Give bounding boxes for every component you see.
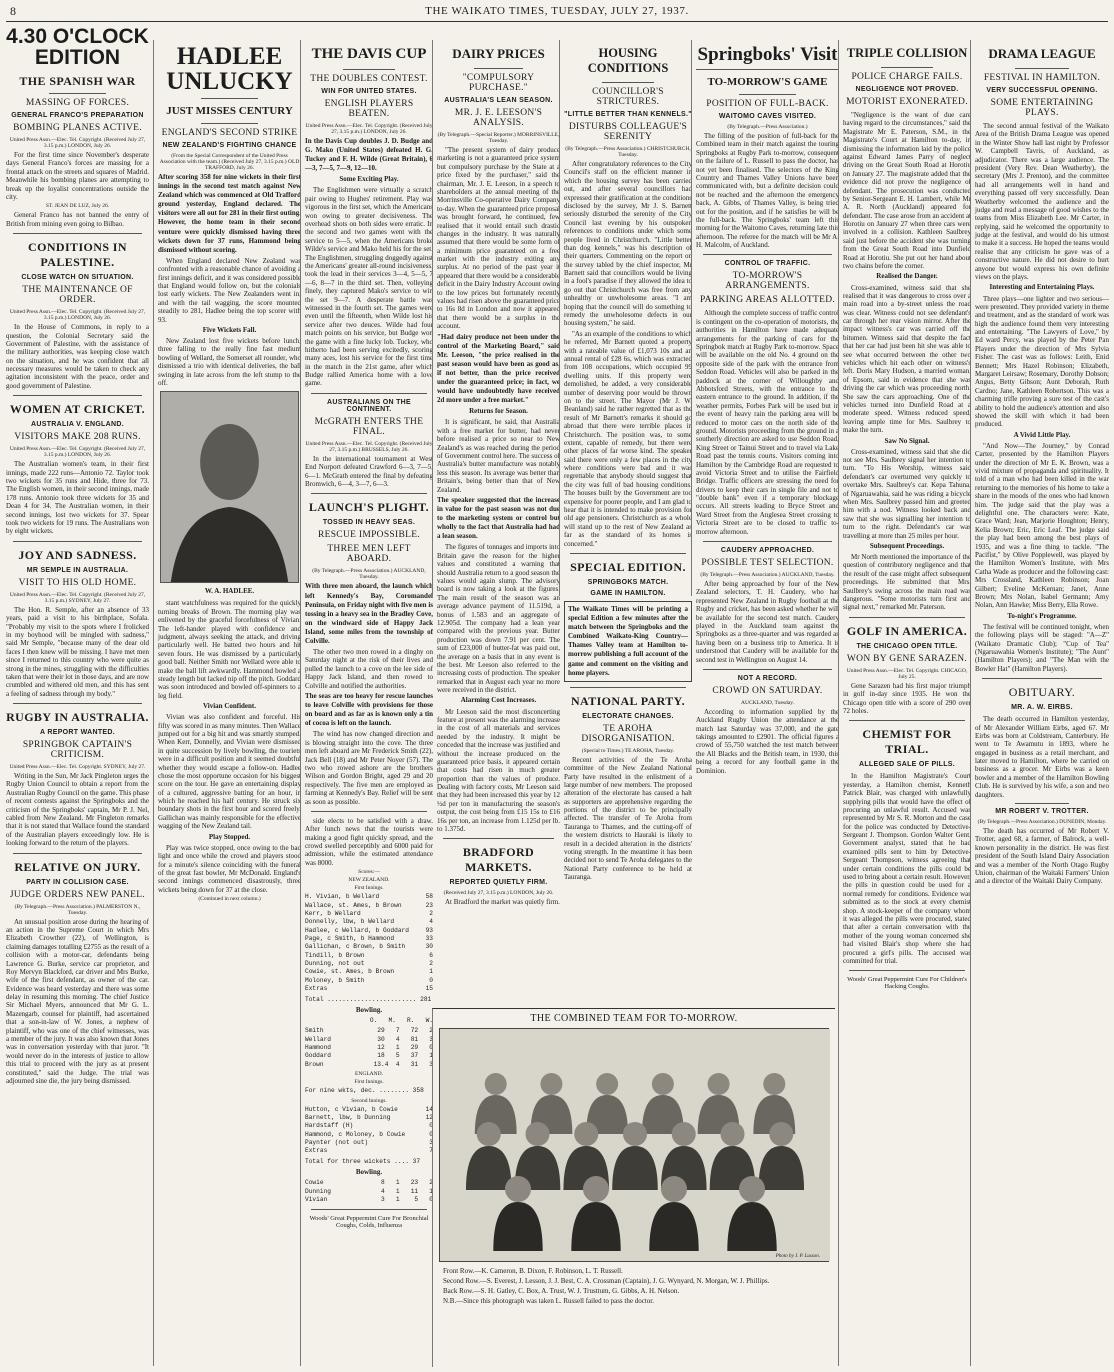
drama-subhead: FESTIVAL IN HAMILTON. — [983, 73, 1101, 83]
scorecard-row: Gallichan, c Brown, b Smith 30 — [305, 943, 433, 951]
dateline: United Press Assn.—Elec. Tel. Copyright. (Received July 27, 3.15 p.m.) LONDON, July 26. — [305, 123, 433, 135]
housing-subhead-2: DISTURBS COLLEAGUE'S SERENITY — [568, 122, 688, 142]
housing-body: After congratulatory references to the City Council's staff on the efficient manner in which the housing survey has been carried out, and after several councillors had expressed their gratification at the conditions disclosed by the survey, Mr J. S. Barnett seriously disturbed the serenity of the City Council last evening by his outspoken references to conditions under which some people lived in Christchurch. "Little better than dog kennels," was his description of their quarters. Commenting on the report on the survey tabled by the chief inspector, Mr Barnett said that councillors would be living in a fool's paradise if they allowed the idea to go out that Christchurch was free from any unhealthy or unwholesome areas. "I am hoping that the council will do something to remedy the unwholesome defects in our housing system," he said. "As an example of the conditions to which he referred, Mr Barnett quoted a property with a rateable value of £1,073 10s and an annual rental of £28 6s, which was extracted from 108 occupations, which occupied 99 dwelling units. If this property were demolished, he added, a very considerable number of deserving poor would be thrown on to the street. The Mayor (Mr J. W. Beanland) said he rather regretted that as the result of Mr Barnett's remarks it should go abroad that there were terrible places in Christchurch. The position was, to some extent, capable of remedy, but there were other places of far worse kind. The speaker said there were only a few places in the city where conditions were bad and it was regrettable that anybody should suggest that the city was full of bad housing conditions. The houses built by the Government are too expensive for poorer people, and I am glad to hear that it is intended to make provision for old age pensioners. Christchurch as a whole will stand up to the rest of New Zealand as far as the standard of its homes is concerned." — [564, 160, 692, 548]
dairy-subhead: "COMPULSORY PURCHASE." — [462, 73, 535, 93]
photo-note: N.B.—Since this photograph was taken L. Russell failed to pass the doctor. — [443, 1297, 654, 1306]
collision-body: "Negligence is the want of due care having regard to the circumstances," said the Magistrate Mr E. Paterson, S.M., in the Magistrate's Court at Hamilton to-day, in dismissing the information laid by the police against Edward James Parry of neglect driving on the Great South Road at Horotiu on January 27. The magistrate added that the evidence did not prove the negligence of defendant. The prosecution was conducted by Senior-Sergeant E. H. Lambert, while Mr A. R. North (Auckland) appeared for defendant. The case arose from an accident at Horotiu on January 27 when three cars were involved in a collision. Kathleen Saulbrey said just before the accident she was turning from the Great South Road into Dunfield Road at Horotiu. She put out her hand about two chains before the corner. — [843, 111, 971, 271]
edition-banner: 4.30 O'CLOCK EDITION — [6, 25, 149, 69]
collision-subhead: POLICE CHARGE FAILS. — [851, 72, 963, 82]
golf-body: Gene Sarazen had his first major triumph in golf in-day since 1935. He won the Chicago open title with a score of 290 over 72 holes. — [843, 681, 971, 715]
springboks-deck: WAITOMO CAVES VISITED. — [718, 113, 817, 120]
traffic-subhead: TO-MORROW'S ARRANGEMENTS. — [725, 271, 810, 292]
collision-subhead-2: MOTORIST EXONERATED. — [846, 97, 968, 107]
golf-deck: THE CHICAGO OPEN TITLE. — [856, 642, 958, 650]
nz-team-label: NEW ZEALAND. — [348, 877, 390, 884]
obituary-deck-2: MR ROBERT V. TROTTER. — [995, 808, 1089, 816]
drama-body: The second annual festival of the Waikato Area of the British Drama League was opened in the Winter Show hall last night by Professor W. Campbell Tavris, of Auckland, as adjudicator. There was a large audience. The president (Very Rev. Dean Weatherby), the secretary (Mrs J. Prenton), and the committee had all arrangements well in hand and everything passed off very successfully. Dean Weatherby welcomed the audience and the judge and read a message of good wishes to the teams from Miss Elizabeth Lee. Mr Carter, in replying, said he welcomed the opportunity to judge at the festival, and would do his utmost to make it a success. He hoped the teams would realise that any criticism he gave was of a constructive nature. He did not desire to hurt anyone but would express his own definite views on the plays. — [975, 122, 1109, 282]
dateline: United Press Assn.—Elec. Tel. Copyright. (Received July 27, 3.15 p.m.) LONDON, July 26. — [9, 446, 146, 459]
team-group-icon — [440, 1029, 830, 1261]
front-row-names: Front Row.—K. Cameron, B. Dixon, F. Robinson, L. T. Russell. — [443, 1267, 623, 1275]
springboks-headline: Springboks' Visit — [696, 44, 839, 70]
bowling-row: Goddard 18 5 37 1 — [305, 1052, 433, 1060]
team-photo-block — [432, 1008, 835, 1367]
palestine-headline: CONDITIONS IN PALESTINE. — [28, 240, 127, 270]
hadlee-crosshead-2: Vivian Confident. — [202, 702, 257, 711]
scores-label: Scores:— — [358, 869, 380, 876]
dairy-prices-headline: DAIRY PRICES — [452, 46, 545, 61]
scorecard-row: Extras 15 — [305, 985, 433, 993]
dairy-crosshead-2: Alarming Cost Increases. — [460, 696, 537, 705]
bowling-label-2: Bowling. — [355, 1168, 383, 1177]
jury-subhead: JUDGE ORDERS NEW PANEL. — [9, 889, 146, 900]
bradford-deck: REPORTED QUIETLY FIRM. — [449, 879, 548, 887]
bowling-row: Vivian 3 1 5 0 — [305, 1195, 433, 1203]
drama-subhead-2: SOME ENTERTAINING PLAYS. — [990, 98, 1094, 118]
launch-subhead-2: THREE MEN LEFT ABOARD. — [327, 544, 411, 565]
davis-cup-body: The Englishmen were virtually a scratch pair owing to Hughes' retirement. Play was vigorous in the first set, which the Americans won owing to greater decisiveness. The overhead shots on both sides were erratic. In the second and two games went with the service to 5—5, when the Americans broke Wilde's service and Mako held his for the set. The Englishmen, struggling doggedly against the Americans' greater all-round incisiveness, took the lead in their services 3—4, 5—5, 7—6, 8—7 in the third set. Then, volleying finely, they captured Mako's service to win the set 9—7. A desperate battle was witnessed in the fourth set. The games were even until the fifteenth, when Wilde lost his service after two deuces. Wilde had four match points on his service, but Budge won the game with a fine lucky lob. Tuckey, who hitherto had been serving excitedly, scoring many aces, lost his service for the first time in the match in the 21st game, after which Budge rallied America home with a love game. — [305, 186, 433, 388]
divider — [602, 82, 653, 83]
article-divider — [570, 687, 685, 688]
page-number: 8 — [10, 4, 17, 18]
dateline: (Received July 27, 3.15 p.m.) LONDON, July 26. — [443, 890, 554, 897]
england-bowling-scorecard — [305, 1027, 433, 1069]
dateline: United Press Assn.—Elec. Tel. Copyright. (Received July 27, 3.15 p.m.) BRUSSELS, July 26. — [305, 440, 433, 453]
obituary-body: The death occurred in Hamilton yesterday, of Mr Alexander William Eirbs, aged 67. Mr Eirbs was born at Coldstream, Canterbury. He went to Te Awamutu in 1893, where he engaged in business as a retail merchant, and later moved to Hamilton, where he carried on business as a grocer. Mr Eirbs was a keen bowler and a member of the Hamilton Bowling Club. He is survived by his wife, a son and two daughters. — [975, 715, 1109, 799]
bowling-label: Bowling. — [355, 1005, 383, 1014]
column-7 — [838, 40, 971, 1366]
obituary-headline: OBITUARY. — [1008, 685, 1076, 700]
launch-body: The other two men rowed in a dinghy on Saturday night at the risk of their lives and pulled the launch to a cove on the lee side of Happy Jack Island, and then rowed to Colville and notified the authorities. — [305, 648, 433, 690]
divider — [1015, 68, 1069, 69]
davis-cup-subhead-2: ENGLISH PLAYERS BEATEN. — [324, 99, 414, 119]
dateline: (By Telegraph.—Press Association.) PALMERSTON N., Tuesday. — [14, 903, 141, 916]
england-innings-label: First Innings. — [354, 1079, 384, 1086]
dateline: United Press Assn.—Elec. Tel. Copyright. (Received July 27, 3.15 p.m.) SYDNEY, July 27. — [9, 591, 146, 604]
joy-sadness-headline: JOY AND SADNESS. — [18, 547, 137, 562]
dairy-bold-para-2: The speaker suggested that the increase in value for the past season was not due to the marketing system or control but wholly to the fact that Australia had had a lean season. — [437, 495, 560, 541]
australians-subhead: McGRATH ENTERS THE FINAL. — [314, 416, 424, 437]
launch-lead: With three men aboard, the launch which left Kennedy's Bay, Coromandel Peninsula, on Friday night with five men is tossing in a heavy sea in the Bradley Cove, on the windward side of Happy Jack Island, some miles from the township of Colville. — [305, 582, 433, 645]
launch-deck: TOSSED IN HEAVY SEAS. — [322, 519, 416, 527]
divider — [49, 93, 106, 94]
hadlee-crosshead: Five Wickets Fall. — [202, 325, 257, 334]
drama-body-3: "And Now—The Journey," by Conrad Carter, presented by the Hamilton Players under the direction of Mr E. K. Brown, was a vivid mixture of propaganda and spirituality. It told of a man who had been killed in the war returning to the memories of his home to take a share in the moods of the ones who had known him. The judge said that the play was a delightful one. The characters were: Kate, Grace Ward; Jean, Marjorie Houghton; Henry, Kelia Brown; Eric, Eric Leaf. The judge said the play had been among the best plays of 1935, and was a fine thing to tackle. "The Pacifist," by Olive Popplewell, was played by the Hamilton Women's Institute, with Mrs Catha Wade as producer and the following cast: Mrs Crossland, Kathleen Robinson; Joan Gilbert; Eveline McKernan; Janet, Anne Brown; Mrs Nolan, Isabel Germann; Amy Nolan, Ann Hawke; Miss Berry, Ella Rowe. — [975, 441, 1109, 610]
collision-crosshead-2: Saw No Signal. — [884, 436, 930, 445]
dairy-bold-para: "Had dairy produce not been under the control of the Marketing Board," said Mr. Leeson, "the price realised in the past season would have been as good as, if not better, than the price received under the guaranteed price; in fact, we would have undoubtedly have received 2d more under a free market." — [437, 332, 560, 405]
divider — [343, 69, 394, 70]
dateline: United Press Assn.—Elec. Tel. Copyright. CHICAGO, July 25. — [846, 667, 968, 680]
dairy-body-4: Mr Leeson said the most disconcerting feature at present was the alarming increase in the cost of all materials and services needed by the industry. It might be conceded that the increase was justified and without the increase produced on the guaranteed price basis, it appeared certain that costs had risen in much greater proportion than the values of produce. Dealing with factory costs, Mr Leeson said that they had been increased this year by 12 ½d per ton in manufacturing the season's output, the cost being from £15 15s to £16 16s per ton, an increase from 1.125d per lb. to 1.375d. — [437, 707, 560, 834]
women-cricket-headline: WOMEN AT CRICKET. — [9, 402, 146, 417]
hadlee-subhead-2: ENGLAND'S SECOND STRIKE — [161, 128, 298, 138]
scorecard-row: Extras 7 — [305, 1147, 433, 1155]
golf-headline: GOLF IN AMERICA. — [846, 623, 968, 638]
article-divider — [443, 838, 554, 839]
springboks-subhead-2: POSITION OF FULL-BACK. — [706, 99, 829, 109]
women-cricket-body: The Australian women's team, in their first innings, made 222 runs—Antonio 72. Taylor took two wickets for 35 runs and Hide, three for 73. The English women, in their second innings, made 178 runs. Antonio took three wickets for 35 and Dean 4 for 34. The Australian women, in their second innings, lost two wickets for 37. Spear took two wickets for 19 runs. The Australians won by eight wickets. — [6, 460, 149, 536]
article-divider — [849, 970, 964, 971]
bowling-row: Cowie 8 1 23 2 — [305, 1179, 433, 1187]
column-6 — [691, 40, 839, 775]
england-first-innings: For nine wkts, dec. ........ 358 — [305, 1087, 424, 1095]
photo-credit: Photo by J. P. Lusson. — [775, 1254, 820, 1259]
bowling-row: Wellard 30 4 81 3 — [305, 1035, 433, 1043]
caudery-deck: CAUDERY APPROACHED. — [720, 547, 815, 555]
dateline: (By Telegraph.—Press Association.) AUCKLAND, Tuesday. — [700, 572, 835, 579]
drama-crosshead-3: To-night's Programme. — [1007, 611, 1077, 620]
scorecard-row: Dunning, not out 2 — [305, 960, 433, 968]
spanish-war-subhead: MASSING OF FORCES. — [25, 98, 130, 108]
spanish-war-body-2: General Franco has not banned the entry of British from mining even going to Bilbao. — [6, 211, 149, 228]
drama-deck: VERY SUCCESSFUL OPENING. — [986, 87, 1098, 94]
rugby-australia-body: Writing in the Sun, Mr Jack Pingleton urges the Rugby Union Council to obtain a report from the Australian Rugby Council on the game. This phase of recent contests against the Springboks and the criticism of the Springboks' captain, Mr P. J. Nel, cabled from New Zealand. Mr Fingleton remarks that it is not stated that Wallace found the standard of the Australian players exceedingly low. He is looking forward to the return of the players. — [6, 772, 149, 848]
national-party-body: Recent activities of the Te Aroha committee of the New Zealand National Party have resulted in the enlistment of a large number of new members. The proposed alteration of the electorate has caused a halt as supporters are apprehensive regarding the portions of the district to be principally affected. The transfer of Te Aroha from Tauranga to Thames, and the cutting-off of the western districts to Hauraki is likely to result in a decided alteration in the districts' voting strength. In the meantime it has been decided not to send Te Aroha delegates to the National Party conference to be held at Tauranga. — [564, 755, 692, 882]
article-divider — [849, 617, 964, 618]
drama-body-4: The festival will be continued tonight, when the following plays will be staged: "A—Z" (Waikato Dramatic Club); "Cup of Tea" (Ngaruawahia Women's Institute); "The Aunt" (Hamilton Players); and "The Man with the Bowler Hat" (Hamilton Players). — [975, 622, 1109, 673]
dairy-body: "The present system of dairy produce marketing is not a guaranteed price system but compulsory purchase by the State at a price fixed by the purchaser," said the chairman, Mr. J. E. Leeson, in a speech to shareholders at the annual meeting of the Morrinsville Co-operative Dairy Company to-day. When the guaranteed price proposal was brought forward, he continued, few realised that it would entail such drastic changes in the industry. It was naturally assumed that there would be some form of a minimum price guaranteed on a free market with the industry exiting any surplus. At no period of the past year it appeared that there would be a considerable deficit in the Dairy Industry Account owing to the low prices but fortunately recently values had risen above the guaranteed price to 16s 8d in London and now it appeared that there would be a surplus in the account. — [437, 146, 560, 331]
divider — [881, 67, 932, 68]
hadlee-body-5: Play was twice stopped, once owing to the bad light and once while the crowd and players stood for a minute's silence coinciding with the funeral of the great fast bowler, Mr McDonald. England's second innings commenced disastrously, three wickets being down for 37 at the close. — [158, 843, 301, 894]
team-photo-caption — [433, 1262, 835, 1311]
peppermint-cure-ad-2: Woods' Great Peppermint Cure For Children's Hacking Coughs. — [847, 976, 967, 991]
caudery-subhead: POSSIBLE TEST SELECTION. — [701, 558, 834, 569]
article-divider — [849, 720, 964, 721]
bowling-row: Dunning 4 1 11 1 — [305, 1187, 433, 1195]
article-divider — [703, 254, 832, 255]
column-3 — [300, 40, 433, 1366]
chemist-headline: CHEMIST FOR TRIAL. — [862, 727, 952, 757]
back-row-names: Back Row.—S. H. Gatley, C. Box, A. Trust, W. J. Trusttum, G. Gibbs, A. H. Nelson. — [443, 1287, 680, 1296]
australians-body: In the international tournament at West End Norport defeated Crawford 6—3, 7—5, 6—1. McGrath entered the final by defeating Bromwich, 6—4, 3—7, 6—3. — [305, 454, 433, 489]
caudery-body: After being approached by four of the New Zealand selectors, T. H. Caudery, who has represented New Zealand in Rugby football at the Rugby and cricket, has been asked whether he will be available for the second test match. Caudery played in the Auckland team against the Springboks as a three-quarter and was regarded as having been on a business trip to America. It is understood that Caudery will be available for the second test in Wellington on August 14. — [696, 580, 839, 664]
scorecard-row: Kerr, b Wellard 2 — [305, 909, 433, 917]
rugby-australia-headline: RUGBY IN AUSTRALIA. — [6, 710, 149, 725]
triple-collision-headline: TRIPLE COLLISION — [846, 46, 968, 60]
special-edition-headline: SPECIAL EDITION. — [570, 559, 686, 574]
dateline: AUCKLAND, Tuesday. — [741, 699, 794, 706]
article-divider — [311, 493, 426, 494]
davis-cup-headline: THE DAVIS CUP — [311, 46, 427, 62]
davis-cup-subhead: THE DOUBLES CONTEST. — [310, 74, 428, 84]
launch-headline: LAUNCH'S PLIGHT. — [308, 500, 430, 515]
spanish-war-subhead-2: BOMBING PLANES ACTIVE. — [13, 123, 142, 133]
article-divider — [703, 541, 832, 542]
bradford-body: At Bradford the market was quietly firm. — [445, 898, 560, 907]
drama-league-headline: DRAMA LEAGUE — [988, 46, 1096, 61]
obituary-body-2: The death has occurred of Mr Robert V. Trotter, aged 68, a farmer, of Balrock, a well-known personality in the district. He was first president of the South Island Dairy Association and was a member of the North Otago Rugby Union, chairman of the Waitaki Farmers' Union and a director of the Waitaki Dairy Company. — [975, 827, 1109, 886]
scorecard-row: Hadlee, c Wellard, b Goddard 93 — [305, 926, 433, 934]
dateline: United Press Assn.—Elec. Tel. Copyright. (Received July 27, 3.15 p.m.) LONDON, July 26. — [9, 309, 146, 322]
hadlee-body: When England declared New Zealand was confronted with a reasonable chance of avoiding a first innings deficit, and it was considered possible that England would follow on, but the colonials lost early wickets. The New Zealanders went in, and with the tail wagging, the score mounted steadily to 281, Hadlee being the top scorer with 93. — [158, 256, 301, 324]
hadlee-subhead: JUST MISSES CENTURY — [166, 105, 293, 117]
dairy-body-2: It is significant, he said, that Australia with a free market for butter, had never before realised a price so near to New Zealand's as was reached during the period of Government control here. The success of Australia's butter manufacture was notably less this season. Its average was better than Britain's, being better than that of New Zealand. — [437, 418, 560, 494]
collision-crosshead: Realised the Danger. — [876, 272, 938, 281]
rugby-australia-subhead: SPRINGBOK CAPTAIN'S CRITICISM. — [22, 740, 133, 761]
national-party-subhead: TE AROHA DISORGANISATION. — [581, 723, 675, 744]
dateline: (By Telegraph.—Press Association.) — [727, 124, 808, 130]
launch-body-2: The wind has now changed direction and is blowing straight into the cove. The three men left aboard are Mr Frederick Smith (22), Jack Bell (18) and Mr Peter Noyer (57). The two who rowed ashore are the brothers Wilson and Gordon Bright, aged 29 and 20 respectively. The five men are employed as farming at Kennedy's Bay. Relief will be sent as soon as possible. — [305, 730, 433, 806]
scorecard-row: Cowie, st. Ames, b Brown 1 — [305, 968, 433, 976]
rugby-australia-deck: A REPORT WANTED. — [40, 729, 115, 737]
joy-sadness-subhead: VISIT TO HIS OLD HOME. — [18, 577, 137, 588]
drama-crosshead-2: A Vivid Little Play. — [1013, 430, 1071, 439]
special-edition-deck-2: GAME IN HAMILTON. — [590, 589, 666, 597]
palestine-subhead: THE MAINTENANCE OF ORDER. — [22, 285, 133, 306]
article-divider — [703, 669, 832, 670]
article-divider — [311, 1209, 426, 1210]
bradford-headline: BRADFORD MARKETS. — [462, 845, 535, 875]
england-team-label: ENGLAND. — [355, 1071, 383, 1078]
dairy-subhead-2: MR. J. E. LEESON'S ANALYSIS. — [454, 108, 543, 128]
record-deck: NOT A RECORD. — [737, 674, 798, 682]
column-4 — [432, 40, 560, 907]
hadlee-body-3: stant watchfulness was required for the quickly turning breaks of Brown. The morning play was enlivened by the graceful forcefulness of Vivian. The left-hander played with confidence and judgment, always seeking the attack, and driving particularly well. He batted two hours and hit seven fours. He was dismissed by a particularly good ball. Neither Smith nor Wellard were able to make the ball lift awkwardly. Hammond bowled a steady length but lacked nip off the pitch. Goddard was soon introduced and bowled off-spinners to a leg field. — [158, 599, 301, 700]
women-cricket-deck: AUSTRALIA V. ENGLAND. — [31, 421, 124, 429]
dateline: United Press Assn.—Elec. Tel. Copyright. SYDNEY, July 27. — [9, 764, 146, 771]
collision-body-2: Cross-examined, witness said that she realised that it was dangerous to cross over a main road into a by-street unless the road was clear. Witness could not see defendant's car through her rear vision mirror. After the impact witness's car was carried off the bitumen. Witness said that despite the fact that her car had just been hit she was able to see what occurred between the other two vehicles which hit each other on witness's left. Doris Mary Hudson, a married woman, of Epsom, said in evidence that she was driving the car which was proceeding north. She saw the cars approaching. One of the vehicles turned into Dunfield Road at a moderate speed. Witness reduced speed, leaving ample time for Mrs. Saulbrey to make the turn. — [843, 283, 971, 435]
palestine-deck: CLOSE WATCH ON SITUATION. — [21, 274, 134, 282]
springboks-body: The filling of the position of full-back for the Combined team in their match against the touring Springboks at Rugby Park to-morrow, consequent on the failure of L. Russell to pass the doctor, has not yet been finalised. The selectors of the King Country and Thames Valley Unions have been communicated with, but a definite decision could not be reached and the afternoon the emergency back, A. Gibbs, of Thames Valley, is being tried out for the position, and if he satisfies he will be the full-back. The Springboks' team left this morning for the Waitomo Caves, returning late this afternoon. The referee for the match will be Mr A. H. Malcolm, of Auckland. — [696, 132, 839, 250]
hadlee-lead: After scoring 358 for nine wickets in their first innings in the second test match against New Zealand which was commenced at Old Trafford ground yesterday, England declared. The visitors were all out for 281 in their first outing. However, the home team in their second venture were quickly dismissed having three wickets down for 37 runs, Hammond being dismissed without scoring. — [158, 173, 301, 254]
collision-deck: NEGLIGENCE NOT PROVED. — [855, 86, 959, 93]
scorecard-row: Hammond, c Moloney, b Cowie 0 — [305, 1130, 433, 1138]
column-8 — [970, 40, 1109, 1366]
chemist-body: In the Hamilton Magistrate's Court yesterday, a Hamilton chemist, Kenneth Patrick Blair, was charged with unlawfully supplying pills that would have the effect of procuring an unlawful result. Accused was represented by Mr S. R. Morton and the case for the police was conducted by Detective-Sergeant J. Thompson. Gordon Walter Gent, Government analyst, stated that he had examined pills sent to him by Detective-Sergeant Thompson, witness agreeing that under certain conditions the pills could be used to bring about a certain result. However, the pills in question could be used for a normal remedy for conditions. Evidence was submitted as to the stock at every chemist shop. A stock-keeper of the company whom it was alleged the pills were procured, stated that after a certain conversation with the mother of the young woman concerned she had visited Blair's shop where she had procured a girl's pills. The accused was committed for trial. — [843, 772, 971, 965]
national-party-headline: NATIONAL PARTY. — [570, 693, 686, 708]
continued-note: (Continued in next column.) — [198, 896, 261, 903]
record-subhead: CROWD ON SATURDAY. — [712, 685, 823, 696]
column-1 — [6, 24, 149, 1366]
second-row-names: Second Row.—S. Everest, J. Lesson, J. J. Best, C. A. Crossman (Captain), J. G. Wynyard, N. Morgan, W. J. Phillips. — [443, 1277, 770, 1286]
housing-deck: "LITTLE BETTER THAN KENNELS." — [564, 111, 692, 118]
scorecard-row: Moloney, b Smith 0 — [305, 976, 433, 984]
hadlee-portrait — [160, 391, 299, 583]
masthead-rule — [6, 21, 1108, 22]
bowling-row: Hammond 12 1 29 0 — [305, 1044, 433, 1052]
article-divider — [13, 853, 142, 854]
bowling-row: Smith 29 7 72 2 — [305, 1027, 433, 1035]
divider — [474, 68, 523, 69]
hadlee-body-4: Vivian was also confident and forceful. His fifty was scored in as many minutes. Then Wallace jumped out for a big hit and was smartly stumped. When Kerr, Donnelly, and Vivian were dismissed in quite succession by lively bowling, the touriets were in a difficult position and it seemed doubtful whether they would escape a follow-on. Hadlee chose the most opportune occasion for his biggest score on the tour. He gave an entertaining display of a cultured, aggressive batting for an hour, in which he reached his half century. He struck six boundary shots in the first hour and scored freely. Gallichan was mainly responsible for the effective wagging of the New Zealand tail. — [158, 713, 301, 831]
davis-cup-lead: In the Davis Cup doubles J. D. Budge and G. Mako (United States) defeated H. G. Tuckey and F. H. Wilde (Great Britain), 6—3, 7—5, 7—9, 12—10. — [305, 137, 433, 173]
scorecard-row: Hutton, c Vivian, b Cowie 14 — [305, 1105, 433, 1113]
dateline: (By Telegraph.—Press Association.) AUCKLAND, Tuesday. — [312, 568, 426, 581]
obituary-deck: MR. A. W. EIRBS. — [1011, 704, 1073, 712]
drama-body-2: Three plays—one lighter and two serious—were presented. They provided variety in theme and treatment, and as the standard of work was high the audience found them very interesting and entertaining. "The Lawyers of Love," by Ed ward Percy, was played by the Peter Pan Players under the direction of Mrs Sylvia Fisher. The cast was as follows: Leith, Enid Bennett; Mrs Hazel Robinson; Elizabeth, Margaret Leirsaw; Rosemary, Dorothy Dobson; Angus, Betty Gibson; Aunt Deborah, Ruth Cardno; Jane, Kathleen Robertson. This was a charming trifle proving a sure test of the cast's ability to hold the audience's attention and also showed the skill with which it had been produced. — [975, 294, 1109, 429]
golf-subhead: WON BY GENE SARAZEN. — [846, 653, 968, 664]
portrait-caption: W. A. HADLEE. — [204, 587, 255, 596]
dateline: (By Telegraph.—Press Association.) CHRISTCHURCH, Tuesday. — [565, 146, 691, 158]
davis-cup-crosshead: Some Exciting Play. — [339, 175, 399, 184]
housing-headline: HOUSING CONDITIONS — [587, 46, 669, 75]
scorecard-row: Hardstaff (H) 0 — [305, 1122, 433, 1130]
chemist-deck: ALLEGED SALE OF PILLS. — [858, 761, 956, 769]
scorecard-row: Donnelly, lbw, b Wellard 4 — [305, 918, 433, 926]
article-divider — [311, 811, 426, 812]
cricket-continued-body: side elects to be satisfied with a draw. After lunch news that the tourists were making a good fight quickly spread, and the crowd swelled perceptibly and 6000 paid for admission, while the estimated attendance was 8000. — [305, 816, 433, 867]
joy-sadness-deck: MR SEMPLE IN AUSTRALIA. — [26, 566, 129, 574]
england-batting-scorecard — [305, 1106, 433, 1156]
bowling-columns: O. M. R. W. — [369, 1017, 433, 1025]
collision-crosshead-3: Subsequent Proceedings. — [869, 541, 945, 550]
scorecard-row: Tindill, b Brown 6 — [305, 951, 433, 959]
drama-crosshead: Interesting and Entertaining Plays. — [989, 283, 1095, 292]
palestine-body: In the House of Commons, in reply to a question, the Colonial Secretary said the Government of Palestine, with the assistance of the military authorities, was keeping close watch on the situation, and he was confident that all necessary measures would be taken to check any agitation inconsistent with the peace, order and good government of Palestine. — [6, 323, 149, 390]
women-cricket-subhead: VISITORS MAKE 208 RUNS. — [14, 432, 141, 443]
jury-headline: RELATIVE ON JURY. — [14, 859, 141, 874]
article-divider — [311, 393, 426, 394]
nz-total-line: Total ........................ 281 — [305, 995, 432, 1003]
article-divider — [982, 678, 1103, 679]
article-divider — [13, 233, 142, 234]
launch-bold-para: The seas are too heavy for rescue launches to leave Colville with provisions for those on board and as far as is known only a tin of cocoa is left on the launch. — [305, 692, 433, 728]
article-divider — [13, 395, 142, 396]
dairy-deck: AUSTRALIA'S LEAN SEASON. — [444, 97, 553, 104]
scorecard-row: Page, c Smith, b Hammond 33 — [305, 935, 433, 943]
hadlee-headline: HADLEE UNLUCKY — [166, 43, 293, 95]
scorecard-row: H. Vivian, b Wellard 58 — [305, 893, 433, 901]
housing-subhead: COUNCILLOR'S STRICTURES. — [592, 87, 664, 107]
divider — [201, 98, 258, 99]
spanish-war-body: For the first time since November's desperate days General Franco's forces are massing for a frontal attack on the streets and squares of Madrid. Meanwhile his bombing planes are attempting to break up the loyalist concentrations outside the city. — [6, 151, 149, 201]
collision-body-3: Cross-examined, witness said that she did not see Mrs. Saulbrey signal her intention to turn. "To His Worship, witness said defendant's car overturned very quickly to overtake Mrs. Saulbrey's car. Kepa Tahuna, of Ngaruawahia, said he was riding a bicycle when Mrs. Saulbrey passed him and greeted him with a nod. Witness looked back and saw that she was signalling her intention to turn to the right. Defendant's car was travelling at more than 25 miles per hour. — [843, 447, 971, 540]
masthead — [6, 4, 1108, 20]
scorecard-row: Paynter (not out) 3 — [305, 1138, 433, 1146]
collision-body-4: Mr North mentioned the importance of the question of contributory negligence and that the result of the case might affect subsequent proceedings. He submitted that Mrs. Saulbrey's swing across the main road was dangerous. "Some motorists turn first and signal next," remarked Mr. Paterson. — [843, 553, 971, 612]
article-divider — [13, 703, 142, 704]
dateline: ST. JEAN DE LUZ, July 26. — [45, 203, 110, 210]
england-total-line: Total for three wickets .... 37 — [305, 1157, 421, 1165]
traffic-deck: CONTROL OF TRAFFIC. — [724, 260, 811, 268]
dateline: United Press Assn.—Elec. Tel. Copyright. (Received July 27, 3.15 p.m.) LONDON, July 26. — [9, 137, 146, 149]
record-body: According to information supplied by the Auckland Rugby Union the attendance at the match last Saturday was 37,000, and the gate takings amounted to £2901. The official figures a crowd of 55,750 watched the test match between the All Blacks and the British team, in 1930, this being a record for any football game in the Dominion. — [696, 707, 839, 775]
column-5 — [559, 40, 692, 882]
davis-cup-deck: WIN FOR UNITED STATES. — [321, 88, 417, 95]
dateline: (By Telegraph.—Press Association.) DUNEDIN, Monday. — [977, 819, 1107, 826]
hadlee-body-2: New Zealand lost five wickets before lunch, three falling to the really fine fast medium bowling of Wellard, the Somerset all rounder, who dismissed a trio with identical deliveries, the ball swinging in late across from the left stump to the off. — [158, 337, 301, 388]
article-divider — [13, 541, 142, 542]
hadlee-deck: NEW ZEALAND'S FIGHTING CHANCE — [162, 142, 297, 149]
dateline: (Special to Times.) TE AROHA, Tuesday. — [581, 747, 675, 754]
divider — [739, 94, 796, 95]
australians-deck: AUSTRALIANS ON THE CONTINENT. — [327, 398, 411, 413]
england-second-innings-label: Second Innings. — [351, 1097, 387, 1104]
nz-batting-scorecard — [305, 893, 433, 993]
divider — [201, 123, 258, 124]
special-edition-notice: The Waikato Times will be printing a special Edition a few minutes after the match between the Springboks and the Combined Waikato-King Country—Thames Valley team at Hamilton to-morrow publishing a full account of the game and comment on the visiting and home players. — [564, 601, 692, 682]
traffic-body: Although the complete success of traffic control is contingent on the co-operation of motorists, the authorities in Hamilton have made adequate arrangements for the parking of cars for the Springbok match at Rugby Park to-morrow. Space will be available on the old No. 4 ground on the opposite side of the park with the entrance from Seddon Road. Vehicles will also be parked in the paddock at the corner of Willoughby and Abbotsford Streets, with the entrance to the eastern entrance to the ground. In addition, if the weather permits, Forbes Park will be used but in the event of heavy rain the parking area will be reduced to motor cars on the north side of the ground. Motorists proceeding from the ground in a southerly direction are asked to use Seddon Road, King Street or Tainui Street and to travel via Lake Road past the tennis courts. Visitors coming into Hamilton by the Cambridge Road are requested to avoid Victoria Street and to utilise the Fairfield Bridge. Traffic officers are stressing the need for drivers to keep their cars in single file and not to "double bank" even if a temporary blockage occurs. All streets leading to Bryce Street and Ward Street from the Anglesea Street crossing to Victoria Street are to be closed to traffic to-morrow afternoon. — [696, 309, 839, 536]
portrait-silhouette-icon — [161, 392, 298, 582]
scorecard-row: Wallace, st. Ames, b Brown 23 — [305, 901, 433, 909]
special-edition-deck: SPRINGBOKS MATCH. — [587, 578, 669, 586]
joy-sadness-body: The Hon. R. Semple, after an absence of 33 years, paid a visit to his birthplace, Sofala. "Probably my visit to the spots where I frolicked in my boyhood will be mingled with sadness," said Mr Semple, "because many of the dear old faces I then knew will be missing. I have met men since I returned to this country who were quite as strong in the mines, struggling with the difficulties taken that were their lot in those days, and are now crumbled and withered old men, and this has sent a feeling of sadness through my body." — [6, 605, 149, 698]
bowling-row: Brown 13.4 4 31 3 — [305, 1060, 433, 1068]
article-divider — [570, 553, 685, 554]
team-photo-title: THE COMBINED TEAM FOR TO-MORROW. — [530, 1013, 738, 1024]
dairy-body-3: The figures of tonnages and imports into Britain gave the reason for the higher values and constituted a warning that should Australia return to a good season the values would again slump. The advisory board is now taking a look at the figures. The main result of the season was an average advance payment of 11.519d, a bonus of 1.583 and an aggregate of 12.905d. The company had a lean year compared with the previous year. Butter production was down 7.91 per cent. The sum of £23,000 of butter-fat was paid out, the average on a basis that in any event is the best. Mr Leeson also referred to the increasing costs of production. The speaker remarked that in August each year no more were received in the district. — [437, 543, 560, 695]
dateline: (From the Special Correspondent of the United Press Association with the team.) (Received July 27, 3.15 p.m.) OLD TRAFFORD, July 26. — [159, 153, 300, 171]
launch-subhead: RESCUE IMPOSSIBLE. — [317, 530, 420, 541]
scorecard-row: Barnett, lbw, b Dunning 12 — [305, 1113, 433, 1121]
team-photograph — [439, 1028, 829, 1262]
nz-innings-label: First Innings. — [354, 885, 384, 892]
national-party-deck: ELECTORATE CHANGES. — [582, 712, 674, 720]
spanish-war-headline: THE SPANISH WAR — [19, 74, 136, 88]
nz-bowling-scorecard — [305, 1179, 433, 1204]
hadlee-crosshead-3: Play Stopped. — [208, 832, 251, 841]
dateline: (By Telegraph.—Special Reporter.) MORRINSVILLE, Tuesday. — [437, 132, 560, 144]
jury-body: An unusual position arose during the hearing of an action in the Supreme Court in which Mrs Elizabeth Crowther (22), of Wellington, is claiming damages totalling £2755 as the result of a collision with a motor-car, defendants being Lawrence G. Burke, service car proprietor, and Roy Mervyn Blackford, car driver and Mrs Burke, wife of the first defendant, as owner of the car. Evidence was heard yesterday and there was some delay in resuming this morning. The chief Justice Sir Michael Myers, announced that Mr G. L. Mazengarb, counsel for plaintiff, had ascertained that a son-in-law of W. Jones, a nephew of plaintiff, who was one of the chief witnesses, was a member of the jury. It was also known that Jones was in conversation yesterday with that juror. "It would never do in the interests of justice to allow this trial to proceed with the jury as at present constituted," said the Judge. The trial was adjourned sine die, the jury being dismissed. — [6, 917, 149, 1085]
traffic-subhead-2: PARKING AREAS ALLOTTED. — [699, 295, 836, 306]
divider — [1015, 803, 1069, 804]
peppermint-cure-ad: Woods' Great Peppermint Cure For Bronchial Coughs, Colds, Influenza — [309, 1215, 429, 1230]
newspaper-title-line: THE WAIKATO TIMES, TUESDAY, JULY 27, 1937. — [425, 5, 689, 17]
springboks-subhead: TO-MORROW'S GAME — [707, 76, 828, 88]
column-2 — [153, 40, 301, 1366]
dairy-crosshead: Returns for Season. — [469, 407, 528, 416]
spanish-war-deck: GENERAL FRANCO'S PREPARATION — [11, 112, 144, 119]
jury-deck: PARTY IN COLLISION CASE. — [26, 878, 129, 886]
